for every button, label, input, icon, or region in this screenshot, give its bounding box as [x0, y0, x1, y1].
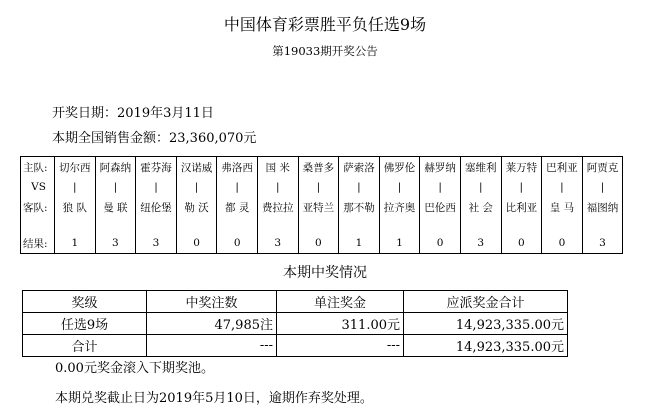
match-vs-cell: | [257, 177, 298, 197]
match-result-cell: 0 [542, 233, 583, 254]
spacer-cell [217, 217, 258, 233]
draw-date: 开奖日期：2019年3月11日 [52, 106, 214, 121]
prize-cell: 14,923,335.00元 [404, 313, 568, 335]
match-result-cell: 1 [379, 233, 420, 254]
prize-cell: 任选9场 [23, 313, 147, 335]
match-home-cell: 阿贾克 [582, 157, 623, 178]
spacer-cell [339, 217, 380, 233]
away-label: 客队: [21, 197, 55, 217]
match-away-cell: 纽伦堡 [136, 197, 177, 217]
prize-cell: --- [277, 335, 404, 357]
home-row [21, 157, 623, 178]
prize-header-cell: 应派奖金合计 [404, 291, 568, 313]
match-away-cell: 福图纳 [582, 197, 623, 217]
match-vs-cell: | [176, 177, 217, 197]
prize-cell: 47,985注 [147, 313, 277, 335]
prize-row [23, 335, 568, 357]
match-result-cell: 3 [95, 233, 136, 254]
prize-row [23, 313, 568, 335]
away-row [21, 197, 623, 217]
prize-table [22, 290, 568, 357]
match-vs-cell: | [379, 177, 420, 197]
match-result-cell: 3 [460, 233, 501, 254]
result-row [21, 233, 623, 254]
prize-header-cell: 中奖注数 [147, 291, 277, 313]
match-away-cell: 社 会 [460, 197, 501, 217]
vs-row [21, 177, 623, 197]
match-home-cell: 塞维利 [460, 157, 501, 178]
prize-cell: 311.00元 [277, 313, 404, 335]
match-home-cell: 桑普多 [298, 157, 339, 178]
vs-label: VS [21, 177, 55, 197]
match-away-cell: 曼 联 [95, 197, 136, 217]
spacer-cell [176, 217, 217, 233]
match-result-cell: 1 [339, 233, 380, 254]
match-away-cell: 亚特兰 [298, 197, 339, 217]
match-away-cell: 巴伦西 [420, 197, 461, 217]
match-result-cell: 3 [582, 233, 623, 254]
rollover-note: 0.00元奖金滚入下期奖池。 [55, 361, 214, 376]
match-result-cell: 0 [501, 233, 542, 254]
deadline-note: 本期兑奖截止日为2019年5月10日，逾期作弃奖处理。 [55, 391, 373, 406]
match-vs-cell: | [501, 177, 542, 197]
spacer-cell [55, 217, 96, 233]
prize-header-row [23, 291, 568, 313]
match-away-cell: 狼 队 [55, 197, 96, 217]
match-result-cell: 0 [176, 233, 217, 254]
prize-header-cell: 奖级 [23, 291, 147, 313]
spacer-cell [298, 217, 339, 233]
match-home-cell: 莱万特 [501, 157, 542, 178]
match-home-cell: 霍芬海 [136, 157, 177, 178]
match-away-cell: 都 灵 [217, 197, 258, 217]
match-vs-cell: | [542, 177, 583, 197]
match-result-cell: 0 [298, 233, 339, 254]
prize-section-title: 本期中奖情况 [283, 265, 367, 281]
spacer-cell [542, 217, 583, 233]
match-away-cell: 比利亚 [501, 197, 542, 217]
prize-cell: 合计 [23, 335, 147, 357]
prize-cell: 14,923,335.00元 [404, 335, 568, 357]
prize-header-cell: 单注奖金 [277, 291, 404, 313]
match-vs-cell: | [582, 177, 623, 197]
match-result-cell: 3 [136, 233, 177, 254]
match-home-cell: 弗洛西 [217, 157, 258, 178]
match-away-cell: 那不勒 [339, 197, 380, 217]
spacer-cell [420, 217, 461, 233]
match-vs-cell: | [460, 177, 501, 197]
spacer-cell [501, 217, 542, 233]
match-home-cell: 萨索洛 [339, 157, 380, 178]
match-away-cell: 拉齐奥 [379, 197, 420, 217]
match-vs-cell: | [217, 177, 258, 197]
spacer-cell [136, 217, 177, 233]
match-home-cell: 佛罗伦 [379, 157, 420, 178]
match-vs-cell: | [136, 177, 177, 197]
spacer-cell [582, 217, 623, 233]
match-home-cell: 巴利亚 [542, 157, 583, 178]
match-table [20, 156, 623, 254]
match-result-cell: 0 [217, 233, 258, 254]
match-result-cell: 1 [55, 233, 96, 254]
match-vs-cell: | [339, 177, 380, 197]
match-vs-cell: | [420, 177, 461, 197]
spacer-row [21, 217, 623, 233]
match-home-cell: 赫罗纳 [420, 157, 461, 178]
result-label: 结果: [21, 233, 55, 254]
match-home-cell: 切尔西 [55, 157, 96, 178]
spacer-cell [379, 217, 420, 233]
page-subtitle: 第19033期开奖公告 [272, 44, 378, 58]
sales-amount: 本期全国销售金额：23,360,070元 [52, 131, 257, 146]
match-home-cell: 国 米 [257, 157, 298, 178]
match-home-cell: 汉诺威 [176, 157, 217, 178]
home-label: 主队: [21, 157, 55, 178]
spacer-cell [257, 217, 298, 233]
match-result-cell: 3 [257, 233, 298, 254]
prize-cell: --- [147, 335, 277, 357]
match-vs-cell: | [55, 177, 96, 197]
match-away-cell: 勒 沃 [176, 197, 217, 217]
match-away-cell: 费拉拉 [257, 197, 298, 217]
match-vs-cell: | [95, 177, 136, 197]
page-title: 中国体育彩票胜平负任选9场 [223, 15, 427, 34]
match-away-cell: 皇 马 [542, 197, 583, 217]
spacer-cell [460, 217, 501, 233]
match-vs-cell: | [298, 177, 339, 197]
spacer-cell [95, 217, 136, 233]
match-result-cell: 0 [420, 233, 461, 254]
match-home-cell: 阿森纳 [95, 157, 136, 178]
spacer-cell [21, 217, 55, 233]
